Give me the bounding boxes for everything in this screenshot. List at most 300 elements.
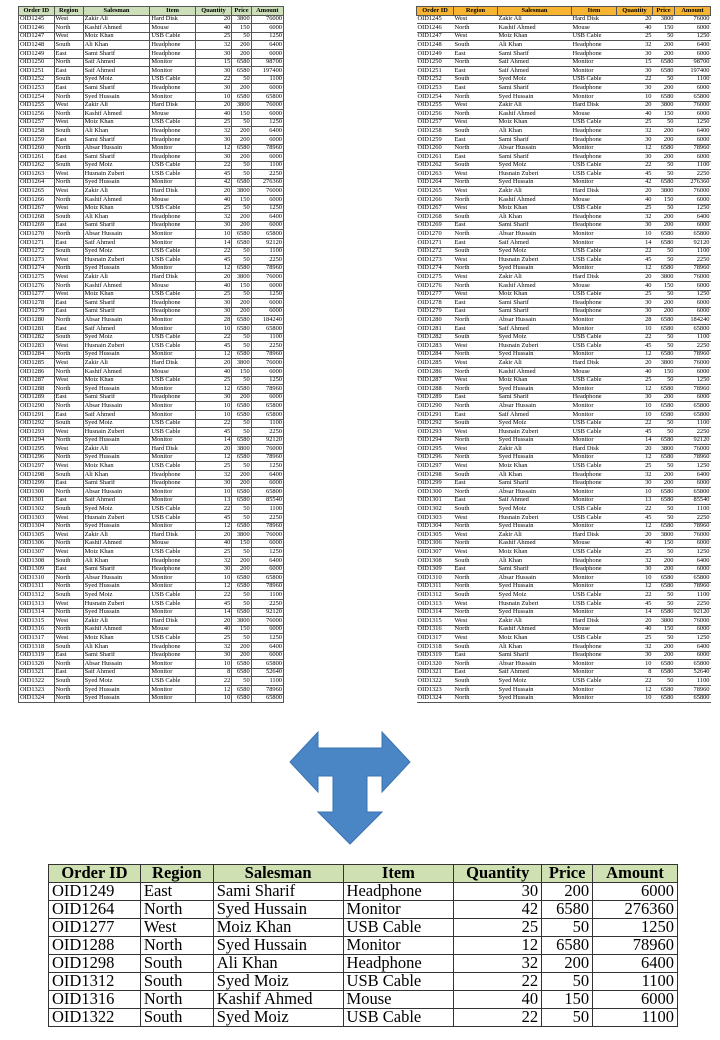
cell-price: 6580	[542, 937, 593, 955]
cell-item: USB Cable	[150, 256, 195, 265]
cell-quantity: 12	[617, 685, 653, 694]
table-row	[19, 299, 284, 308]
cell-price: 6580	[653, 668, 675, 677]
cell-quantity: 20	[195, 445, 232, 454]
table-row	[417, 591, 711, 600]
cell-region: South	[54, 333, 83, 342]
cell-price: 200	[653, 153, 675, 162]
cell-order-id: OID1262	[19, 161, 55, 170]
table-row	[417, 367, 711, 376]
cell-amount: 76000	[251, 187, 283, 196]
cell-item: Monitor	[150, 230, 195, 239]
cell-price: 200	[232, 642, 251, 651]
cell-amount: 78960	[251, 453, 283, 462]
cell-amount: 78960	[251, 522, 283, 531]
cell-amount: 1100	[675, 333, 711, 342]
cell-item: Headphone	[572, 221, 617, 230]
cell-salesman: Kashif Ahmed	[83, 539, 150, 548]
cell-price: 6580	[653, 694, 675, 703]
cell-region: North	[140, 937, 213, 955]
cell-price: 200	[232, 84, 251, 93]
cell-price: 200	[653, 651, 675, 660]
cell-price: 6580	[232, 685, 251, 694]
cell-amount: 98700	[251, 58, 283, 67]
cell-order-id: OID1297	[19, 462, 55, 471]
cell-price: 50	[653, 247, 675, 256]
cell-order-id: OID1254	[19, 92, 55, 101]
cell-region: North	[54, 625, 83, 634]
cell-quantity: 32	[195, 642, 232, 651]
cell-salesman: Ali Khan	[498, 213, 572, 222]
cell-salesman: Syed Moiz	[498, 161, 572, 170]
column-header-quantity: Quantity	[617, 7, 653, 16]
cell-region: South	[54, 505, 83, 514]
cell-quantity: 30	[617, 307, 653, 316]
cell-order-id: OID1272	[19, 247, 55, 256]
cell-quantity: 10	[617, 230, 653, 239]
cell-item: USB Cable	[572, 591, 617, 600]
cell-region: West	[454, 170, 498, 179]
cell-price: 50	[653, 548, 675, 557]
cell-region: South	[454, 41, 498, 50]
cell-amount: 6400	[675, 557, 711, 566]
table-row	[417, 144, 711, 153]
cell-price: 3800	[653, 445, 675, 454]
cell-order-id: OID1271	[19, 239, 55, 248]
cell-quantity: 40	[617, 539, 653, 548]
cell-salesman: Sami Sharif	[83, 307, 150, 316]
table-row	[19, 660, 284, 669]
cell-quantity: 22	[195, 247, 232, 256]
cell-order-id: OID1284	[19, 350, 55, 359]
cell-amount: 78960	[251, 264, 283, 273]
cell-quantity: 30	[617, 84, 653, 93]
cell-item: USB Cable	[572, 514, 617, 523]
cell-item: USB Cable	[343, 973, 454, 991]
cell-region: South	[454, 471, 498, 480]
cell-order-id: OID1288	[49, 937, 141, 955]
cell-order-id: OID1312	[19, 591, 55, 600]
cell-amount: 6000	[675, 479, 711, 488]
cell-price: 150	[653, 625, 675, 634]
cell-quantity: 25	[195, 290, 232, 299]
cell-order-id: OID1307	[417, 548, 454, 557]
table-row	[417, 453, 711, 462]
cell-salesman: Absar Hussain	[83, 230, 150, 239]
cell-item: USB Cable	[150, 505, 195, 514]
cell-amount: 6400	[251, 41, 283, 50]
cell-price: 200	[653, 471, 675, 480]
cell-salesman: Syed Moiz	[498, 333, 572, 342]
cell-salesman: Husnain Zuberi	[498, 599, 572, 608]
cell-salesman: Syed Moiz	[83, 247, 150, 256]
cell-salesman: Syed Moiz	[83, 333, 150, 342]
table-row	[19, 282, 284, 291]
cell-region: South	[454, 557, 498, 566]
cell-region: East	[454, 410, 498, 419]
table-row	[19, 505, 284, 514]
cell-amount: 65800	[251, 410, 283, 419]
cell-amount: 78960	[675, 522, 711, 531]
cell-item: USB Cable	[343, 1009, 454, 1027]
table-row	[417, 299, 711, 308]
cell-region: North	[454, 367, 498, 376]
cell-order-id: OID1285	[417, 359, 454, 368]
cell-price: 200	[653, 299, 675, 308]
cell-item: Headphone	[572, 127, 617, 136]
cell-region: West	[454, 32, 498, 41]
cell-quantity: 45	[195, 428, 232, 437]
table-row	[417, 333, 711, 342]
cell-price: 50	[232, 161, 251, 170]
cell-region: West	[454, 376, 498, 385]
cell-order-id: OID1287	[417, 376, 454, 385]
cell-item: Headphone	[343, 883, 454, 901]
cell-quantity: 12	[195, 685, 232, 694]
cell-order-id: OID1277	[19, 290, 55, 299]
cell-region: West	[454, 15, 498, 24]
filtered-source-table-header-row	[417, 7, 711, 16]
table-row	[417, 213, 711, 222]
table-row	[417, 187, 711, 196]
cell-item: Hard Disk	[150, 273, 195, 282]
cell-region: West	[454, 359, 498, 368]
cell-price: 50	[542, 1009, 593, 1027]
cell-price: 50	[232, 204, 251, 213]
cell-price: 150	[232, 24, 251, 33]
table-row	[417, 316, 711, 325]
cell-item: USB Cable	[572, 333, 617, 342]
cell-salesman: Husnain Zuberi	[83, 170, 150, 179]
cell-region: North	[54, 694, 83, 703]
table-row	[417, 677, 711, 686]
cell-amount: 2250	[251, 428, 283, 437]
cell-item: USB Cable	[150, 290, 195, 299]
cell-price: 150	[653, 539, 675, 548]
cell-salesman: Kashif Ahmed	[498, 24, 572, 33]
cell-salesman: Syed Moiz	[213, 973, 343, 991]
cell-quantity: 12	[617, 385, 653, 394]
cell-quantity: 30	[617, 565, 653, 574]
cell-region: West	[454, 256, 498, 265]
table-row	[417, 522, 711, 531]
cell-price: 50	[653, 204, 675, 213]
cell-amount: 6000	[675, 393, 711, 402]
table-row	[19, 376, 284, 385]
table-row	[19, 170, 284, 179]
cell-item: Headphone	[572, 471, 617, 480]
table-row	[417, 221, 711, 230]
cell-salesman: Zakir Ali	[498, 617, 572, 626]
cell-price: 50	[232, 32, 251, 41]
cell-price: 6580	[653, 92, 675, 101]
cell-item: USB Cable	[150, 161, 195, 170]
cell-region: East	[54, 565, 83, 574]
cell-salesman: Kashif Ahmed	[83, 625, 150, 634]
cell-quantity: 25	[195, 118, 232, 127]
cell-quantity: 22	[195, 419, 232, 428]
cell-amount: 197400	[675, 67, 711, 76]
cell-quantity: 30	[617, 153, 653, 162]
cell-order-id: OID1321	[19, 668, 55, 677]
cell-item: Monitor	[150, 685, 195, 694]
cell-quantity: 20	[617, 187, 653, 196]
cell-salesman: Syed Hussain	[498, 582, 572, 591]
cell-order-id: OID1316	[417, 625, 454, 634]
cell-price: 50	[653, 428, 675, 437]
cell-item: Monitor	[343, 901, 454, 919]
cell-item: Headphone	[572, 651, 617, 660]
cell-order-id: OID1285	[19, 359, 55, 368]
cell-region: West	[54, 15, 83, 24]
table-row	[19, 75, 284, 84]
cell-price: 50	[232, 419, 251, 428]
cell-region: North	[54, 282, 83, 291]
cell-price: 50	[232, 677, 251, 686]
cell-quantity: 20	[195, 531, 232, 540]
cell-order-id: OID1249	[417, 49, 454, 58]
cell-item: USB Cable	[150, 419, 195, 428]
cell-region: West	[54, 170, 83, 179]
cell-order-id: OID1266	[417, 196, 454, 205]
cell-amount: 6000	[251, 135, 283, 144]
cell-region: East	[54, 239, 83, 248]
cell-item: USB Cable	[572, 204, 617, 213]
cell-price: 150	[232, 110, 251, 119]
column-header-item: Item	[343, 865, 454, 883]
table-row	[417, 539, 711, 548]
cell-salesman: Husnain Zuberi	[498, 514, 572, 523]
cell-quantity: 40	[195, 24, 232, 33]
cell-amount: 85540	[251, 496, 283, 505]
cell-price: 6580	[653, 178, 675, 187]
cell-item: USB Cable	[572, 548, 617, 557]
column-header-amount: Amount	[251, 7, 283, 16]
cell-item: Headphone	[572, 41, 617, 50]
cell-salesman: Ali Khan	[498, 471, 572, 480]
cell-order-id: OID1288	[417, 385, 454, 394]
cell-order-id: OID1274	[19, 264, 55, 273]
cell-quantity: 32	[617, 41, 653, 50]
cell-region: North	[454, 350, 498, 359]
cell-price: 6580	[653, 385, 675, 394]
cell-order-id: OID1258	[19, 127, 55, 136]
table-row	[19, 110, 284, 119]
cell-item: Monitor	[150, 453, 195, 462]
cell-order-id: OID1322	[19, 677, 55, 686]
cell-amount: 2250	[251, 514, 283, 523]
cell-item: Hard Disk	[150, 445, 195, 454]
cell-quantity: 10	[195, 574, 232, 583]
table-row	[19, 582, 284, 591]
cell-amount: 6000	[675, 651, 711, 660]
cell-price: 150	[232, 625, 251, 634]
cell-amount: 6000	[675, 84, 711, 93]
cell-price: 6580	[232, 574, 251, 583]
cell-order-id: OID1287	[19, 376, 55, 385]
cell-region: West	[454, 101, 498, 110]
cell-price: 6580	[232, 144, 251, 153]
cell-region: North	[54, 24, 83, 33]
cell-salesman: Husnain Zuberi	[498, 170, 572, 179]
cell-price: 6580	[653, 608, 675, 617]
cell-quantity: 22	[195, 333, 232, 342]
cell-region: West	[54, 101, 83, 110]
table-row	[417, 49, 711, 58]
cell-order-id: OID1288	[19, 385, 55, 394]
cell-amount: 1250	[675, 32, 711, 41]
cell-item: USB Cable	[572, 599, 617, 608]
cell-quantity: 25	[617, 548, 653, 557]
cell-order-id: OID1249	[49, 883, 141, 901]
cell-item: USB Cable	[150, 462, 195, 471]
cell-quantity: 30	[195, 153, 232, 162]
column-header-region: Region	[454, 7, 498, 16]
cell-quantity: 14	[195, 436, 232, 445]
cell-region: East	[454, 496, 498, 505]
cell-salesman: Moiz Khan	[498, 462, 572, 471]
cell-salesman: Kashif Ahmed	[83, 24, 150, 33]
cell-item: Monitor	[150, 522, 195, 531]
cell-item: Monitor	[572, 178, 617, 187]
table-row	[19, 264, 284, 273]
cell-order-id: OID1295	[19, 445, 55, 454]
cell-item: Monitor	[572, 324, 617, 333]
cell-order-id: OID1323	[417, 685, 454, 694]
cell-item: Hard Disk	[150, 187, 195, 196]
cell-item: USB Cable	[150, 204, 195, 213]
cell-item: USB Cable	[150, 428, 195, 437]
cell-amount: 65800	[675, 574, 711, 583]
cell-order-id: OID1314	[19, 608, 55, 617]
source-table-body	[19, 15, 284, 703]
cell-amount: 78960	[251, 685, 283, 694]
cell-item: Headphone	[572, 135, 617, 144]
cell-order-id: OID1275	[417, 273, 454, 282]
cell-quantity: 40	[617, 24, 653, 33]
cell-order-id: OID1319	[417, 651, 454, 660]
table-row	[417, 67, 711, 76]
cell-region: South	[54, 41, 83, 50]
cell-region: North	[454, 144, 498, 153]
cell-salesman: Absar Hussain	[83, 660, 150, 669]
cell-quantity: 20	[195, 101, 232, 110]
cell-order-id: OID1306	[19, 539, 55, 548]
cell-order-id: OID1295	[417, 445, 454, 454]
cell-price: 50	[232, 514, 251, 523]
cell-salesman: Zakir Ali	[83, 187, 150, 196]
cell-quantity: 32	[617, 213, 653, 222]
cell-quantity: 45	[617, 599, 653, 608]
cell-order-id: OID1264	[49, 901, 141, 919]
cell-price: 3800	[653, 15, 675, 24]
cell-item: USB Cable	[150, 342, 195, 351]
cell-quantity: 25	[617, 32, 653, 41]
cell-item: Headphone	[150, 651, 195, 660]
cell-region: East	[54, 67, 83, 76]
cell-quantity: 45	[195, 170, 232, 179]
table-row	[19, 49, 284, 58]
cell-region: East	[454, 49, 498, 58]
table-row	[19, 118, 284, 127]
cell-quantity: 30	[195, 299, 232, 308]
cell-item: Hard Disk	[572, 187, 617, 196]
cell-region: West	[54, 599, 83, 608]
table-row	[417, 548, 711, 557]
cell-price: 200	[232, 479, 251, 488]
table-row	[417, 101, 711, 110]
cell-amount: 98700	[675, 58, 711, 67]
cell-salesman: Saif Ahmed	[498, 324, 572, 333]
cell-region: South	[454, 333, 498, 342]
cell-price: 50	[653, 599, 675, 608]
cell-price: 50	[542, 919, 593, 937]
cell-order-id: OID1259	[417, 135, 454, 144]
cell-price: 6580	[653, 239, 675, 248]
cell-price: 6580	[232, 264, 251, 273]
cell-order-id: OID1260	[19, 144, 55, 153]
cell-order-id: OID1290	[19, 402, 55, 411]
cell-quantity: 22	[195, 591, 232, 600]
cell-item: Monitor	[572, 58, 617, 67]
table-row	[19, 539, 284, 548]
cell-price: 6580	[232, 436, 251, 445]
table-row	[417, 694, 711, 703]
cell-quantity: 40	[617, 625, 653, 634]
filtered-source-table	[416, 6, 711, 703]
cell-item: USB Cable	[572, 256, 617, 265]
cell-region: North	[140, 991, 213, 1009]
cell-salesman: Syed Hussain	[498, 685, 572, 694]
cell-item: Monitor	[572, 385, 617, 394]
table-row	[19, 514, 284, 523]
cell-quantity: 13	[617, 496, 653, 505]
cell-quantity: 22	[617, 333, 653, 342]
table-row	[19, 67, 284, 76]
table-row	[19, 144, 284, 153]
table-row	[417, 582, 711, 591]
table-row	[19, 402, 284, 411]
cell-price: 6580	[653, 453, 675, 462]
cell-salesman: Moiz Khan	[83, 118, 150, 127]
cell-price: 6580	[232, 67, 251, 76]
cell-quantity: 10	[195, 488, 232, 497]
cell-region: East	[54, 393, 83, 402]
table-row	[49, 1009, 678, 1027]
cell-salesman: Sami Sharif	[83, 299, 150, 308]
cell-price: 50	[232, 376, 251, 385]
cell-region: East	[54, 49, 83, 58]
cell-quantity: 30	[617, 135, 653, 144]
cell-quantity: 22	[195, 505, 232, 514]
column-header-price: Price	[542, 865, 593, 883]
cell-price: 50	[232, 333, 251, 342]
cell-order-id: OID1316	[49, 991, 141, 1009]
cell-region: East	[454, 651, 498, 660]
cell-salesman: Zakir Ali	[498, 187, 572, 196]
cell-amount: 1250	[251, 290, 283, 299]
cell-price: 200	[232, 127, 251, 136]
cell-salesman: Saif Ahmed	[83, 496, 150, 505]
cell-price: 50	[232, 548, 251, 557]
cell-amount: 6000	[675, 24, 711, 33]
cell-amount: 1100	[675, 419, 711, 428]
cell-region: South	[54, 213, 83, 222]
cell-region: South	[454, 677, 498, 686]
cell-price: 50	[232, 290, 251, 299]
cell-region: East	[454, 307, 498, 316]
cell-salesman: Moiz Khan	[498, 204, 572, 213]
